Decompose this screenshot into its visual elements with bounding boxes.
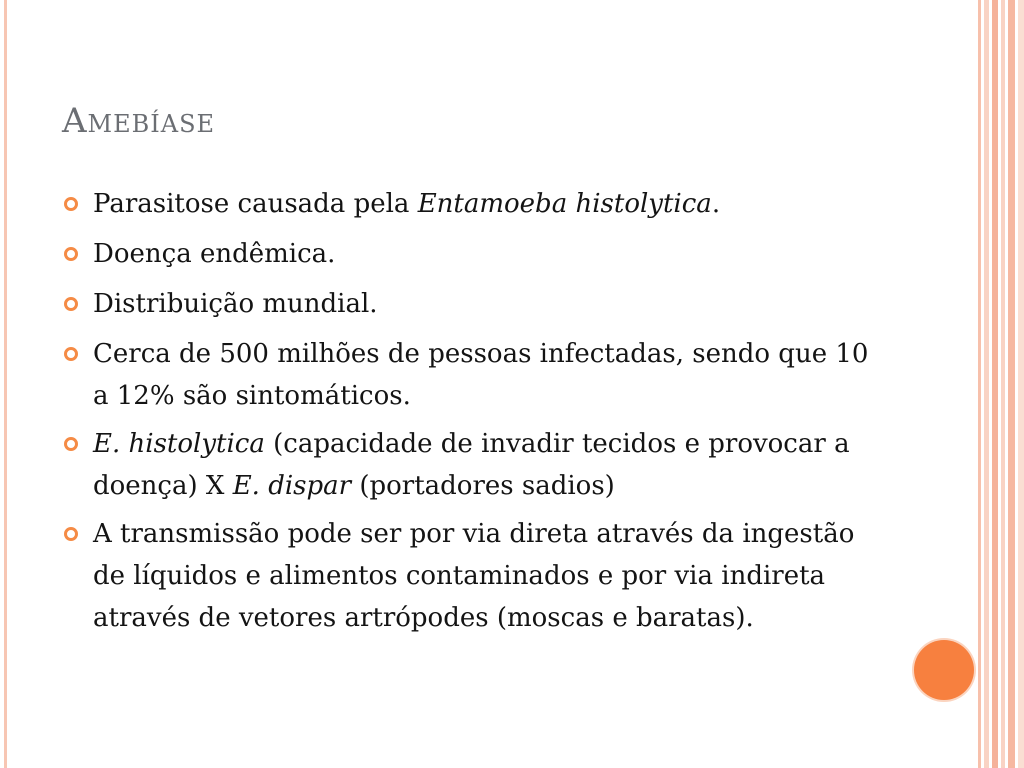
bullet-text bbox=[93, 333, 882, 417]
bullet-text-part: A transmissão pode ser por via direta através da ingestão de líquidos e alimentos contaminados e por via indireta através de vetores artrópodes (moscas e baratas). bbox=[93, 519, 855, 633]
bullet-text-part: (portadores sadios) bbox=[351, 471, 615, 501]
bullet-text bbox=[93, 423, 882, 507]
right-decorative-stripe bbox=[992, 0, 998, 768]
bullet-item bbox=[62, 423, 882, 507]
bullet-text-part: Cerca de 500 milhões de pessoas infectadas, sendo que 10 a 12% são sintomáticos. bbox=[93, 339, 869, 411]
bullet-text-italic: E. dispar bbox=[232, 471, 352, 501]
bullet-item bbox=[62, 233, 882, 275]
decorative-orange-circle bbox=[914, 640, 974, 700]
slide-title: Amebíase bbox=[62, 101, 216, 141]
bullet-text bbox=[93, 233, 882, 275]
right-decorative-stripe bbox=[984, 0, 989, 768]
bullet-text bbox=[93, 183, 882, 225]
circle-bullet-icon bbox=[64, 247, 78, 261]
bullet-text-part: Doença endêmica. bbox=[93, 239, 336, 269]
bullet-item bbox=[62, 183, 882, 225]
bullet-text bbox=[93, 513, 882, 639]
left-border-line bbox=[4, 0, 7, 768]
bullet-item bbox=[62, 333, 882, 417]
circle-bullet-icon bbox=[64, 527, 78, 541]
bullet-list bbox=[62, 183, 882, 647]
circle-bullet-icon bbox=[64, 197, 78, 211]
circle-bullet-icon bbox=[64, 297, 78, 311]
circle-bullet-icon bbox=[64, 347, 78, 361]
right-decorative-stripe bbox=[1008, 0, 1015, 768]
bullet-text-italic: E. histolytica bbox=[93, 429, 265, 459]
circle-bullet-icon bbox=[64, 437, 78, 451]
bullet-text-italic: Entamoeba histolytica bbox=[417, 189, 712, 219]
bullet-item bbox=[62, 283, 882, 325]
bullet-text bbox=[93, 283, 882, 325]
right-decorative-stripe bbox=[978, 0, 981, 768]
right-decorative-stripe bbox=[1018, 0, 1024, 768]
bullet-text-part: (capacidade de invadir tecidos e provocar a doença) X bbox=[93, 429, 850, 501]
bullet-item bbox=[62, 513, 882, 639]
right-decorative-stripe bbox=[1001, 0, 1005, 768]
bullet-text-part: . bbox=[711, 189, 721, 219]
bullet-text-part: Distribuição mundial. bbox=[93, 289, 378, 319]
bullet-text-part: Parasitose causada pela bbox=[93, 189, 418, 219]
